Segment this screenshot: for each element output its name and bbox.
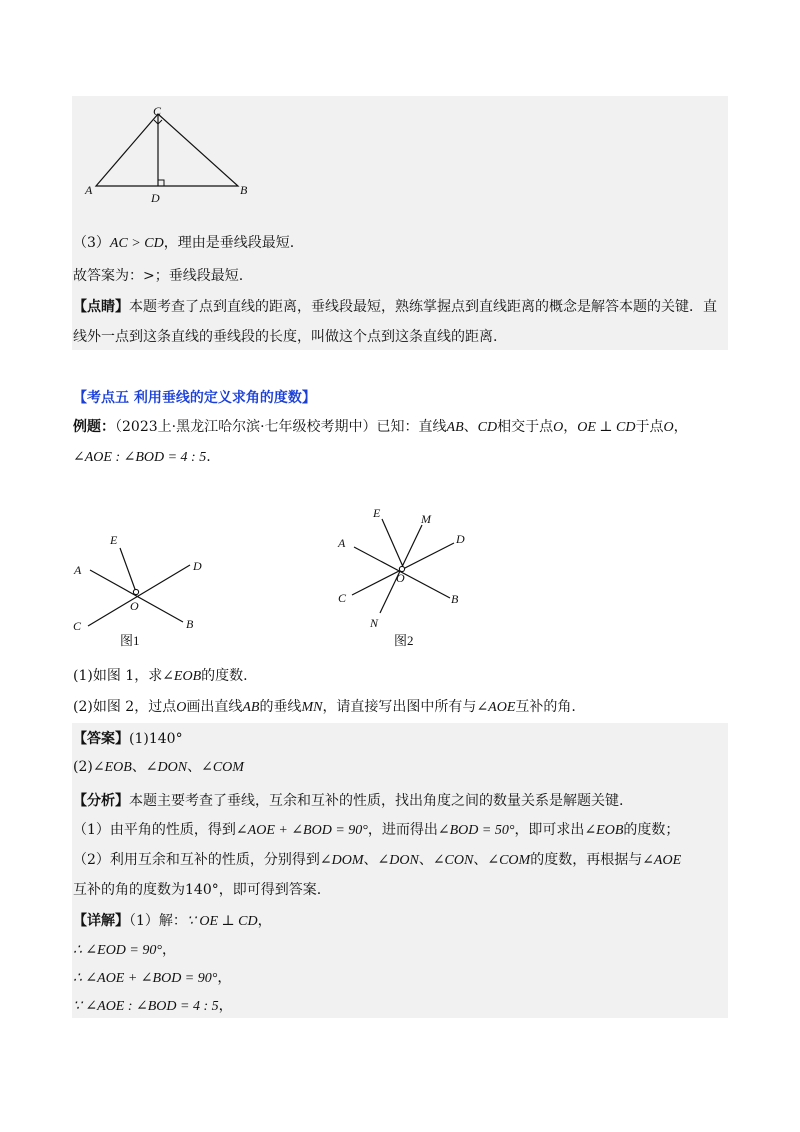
fig1-label-E: E	[110, 533, 118, 547]
fig1-label-D: D	[193, 559, 202, 573]
answer-line-1: 【答案】(1)140°	[73, 731, 183, 747]
fig2-label-N: N	[370, 616, 379, 630]
analysis-part-2: （2）利用互余和互补的性质，分别得到∠DOM、∠DON、∠CON、∠COM的度数，再根据与∠AOE	[73, 852, 682, 868]
comment-line-1: 【点睛】本题考查了点到直线的距离，垂线段最短，熟练掌握点到直线距离的概念是解答本题的关键．直	[73, 299, 717, 315]
fig2-label-D: D	[456, 532, 465, 546]
figure-1	[68, 530, 218, 650]
label-A: A	[85, 183, 93, 197]
label-D: D	[151, 191, 160, 205]
analysis-part-1: （1）由平角的性质，得到∠AOE + ∠BOD = 90°，进而得出∠BOD = 50°，即可求出∠EOB的度数；	[73, 822, 680, 838]
fig1-label-C: C	[73, 619, 82, 633]
answer-line-3: （3）AC > CD，理由是垂线段最短.	[73, 235, 295, 251]
question-2: (2)如图 2，过点O画出直线AB的垂线MN，请直接写出图中所有与∠AOE互补的角.	[73, 699, 576, 715]
fig2-label-C: C	[338, 591, 347, 605]
answer-line-2: (2)∠EOB、∠DON、∠COM	[73, 759, 244, 775]
analysis-intro: 【分析】本题主要考查了垂线，互余和互补的性质，找出角度之间的数量关系是解题关键.	[73, 793, 624, 809]
fig1-caption: 图1	[120, 633, 140, 648]
detail-line-2: ∴ ∠EOD = 90°，	[73, 942, 176, 958]
fig1-label-O: O	[130, 599, 139, 613]
fig2-caption: 图2	[394, 633, 414, 648]
answer-conclusion: 故答案为：>；垂线段最短.	[73, 268, 244, 284]
figure-2	[330, 505, 480, 655]
fig2-label-E: E	[373, 506, 381, 520]
label-C: C	[153, 104, 162, 118]
fig2-label-A: A	[338, 536, 346, 550]
example-line-2: ∠AOE : ∠BOD = 4 : 5.	[73, 449, 211, 465]
question-1: (1)如图 1，求∠EOB的度数.	[73, 668, 248, 684]
analysis-part-2-cont: 互补的角的度数为140°，即可得到答案.	[73, 882, 322, 898]
detail-line-4: ∵ ∠AOE : ∠BOD = 4 : 5，	[73, 998, 233, 1014]
detail-line-3: ∴ ∠AOE + ∠BOD = 90°，	[73, 970, 232, 986]
fig2-label-B: B	[451, 592, 459, 606]
example-line-1: 例题：（2023上·黑龙江哈尔滨·七年级校考期中）已知：直线AB、CD相交于点O，OE ⊥ CD于点O，	[73, 419, 688, 435]
fig2-label-M: M	[421, 512, 431, 526]
triangle-figure	[80, 104, 260, 204]
section-heading: 【考点五 利用垂线的定义求角的度数】	[73, 390, 316, 406]
comment-line-2: 线外一点到这条直线的垂线段的长度，叫做这个点到这条直线的距离.	[73, 329, 498, 345]
detail-line-1: 【详解】（1）解：∵ OE ⊥ CD，	[73, 913, 272, 929]
fig2-label-O: O	[396, 571, 405, 585]
label-B: B	[240, 183, 248, 197]
fig1-label-B: B	[186, 617, 194, 631]
fig1-label-A: A	[74, 563, 82, 577]
